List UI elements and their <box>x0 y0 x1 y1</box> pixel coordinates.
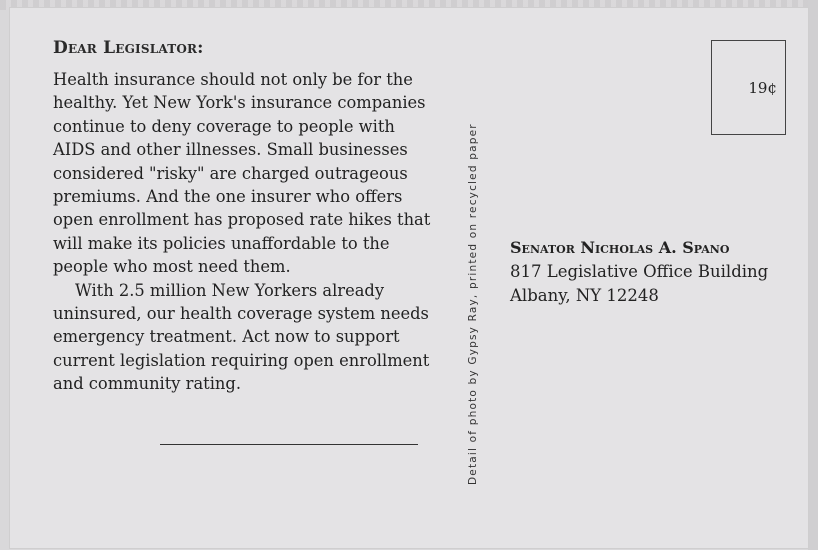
photo-credit: Detail of photo by Gypsy Ray, printed on recycled paper <box>467 123 479 485</box>
card-right-edge <box>808 0 818 550</box>
recipient-address <box>510 236 768 308</box>
message-paragraph-1: Health insurance should not only be for the healthy. Yet New York's insurance companies continue to deny coverage to people with AIDS and other illnesses. Small businesses considered "risky" are charged outrageous premiums. And the one insurer who offers open enrollment has proposed rate hikes that will make its policies unaffordable to the people who most need them. <box>53 70 431 277</box>
stamp-box <box>711 40 786 135</box>
signature-line <box>160 444 418 445</box>
recipient-name: Senator Nicholas A. Spano <box>510 238 730 257</box>
message-body <box>53 68 433 396</box>
greeting: Dear Legislator: <box>53 38 204 58</box>
address-line-2: Albany, NY 12248 <box>510 286 659 305</box>
message-paragraph-2: With 2.5 million New Yorkers already uninsured, our health coverage system needs emergency treatment. Act now to support current legislation requiring open enrollment and community rating. <box>53 280 430 394</box>
stamp-value: 19¢ <box>748 79 777 97</box>
address-line-1: 817 Legislative Office Building <box>510 262 769 281</box>
